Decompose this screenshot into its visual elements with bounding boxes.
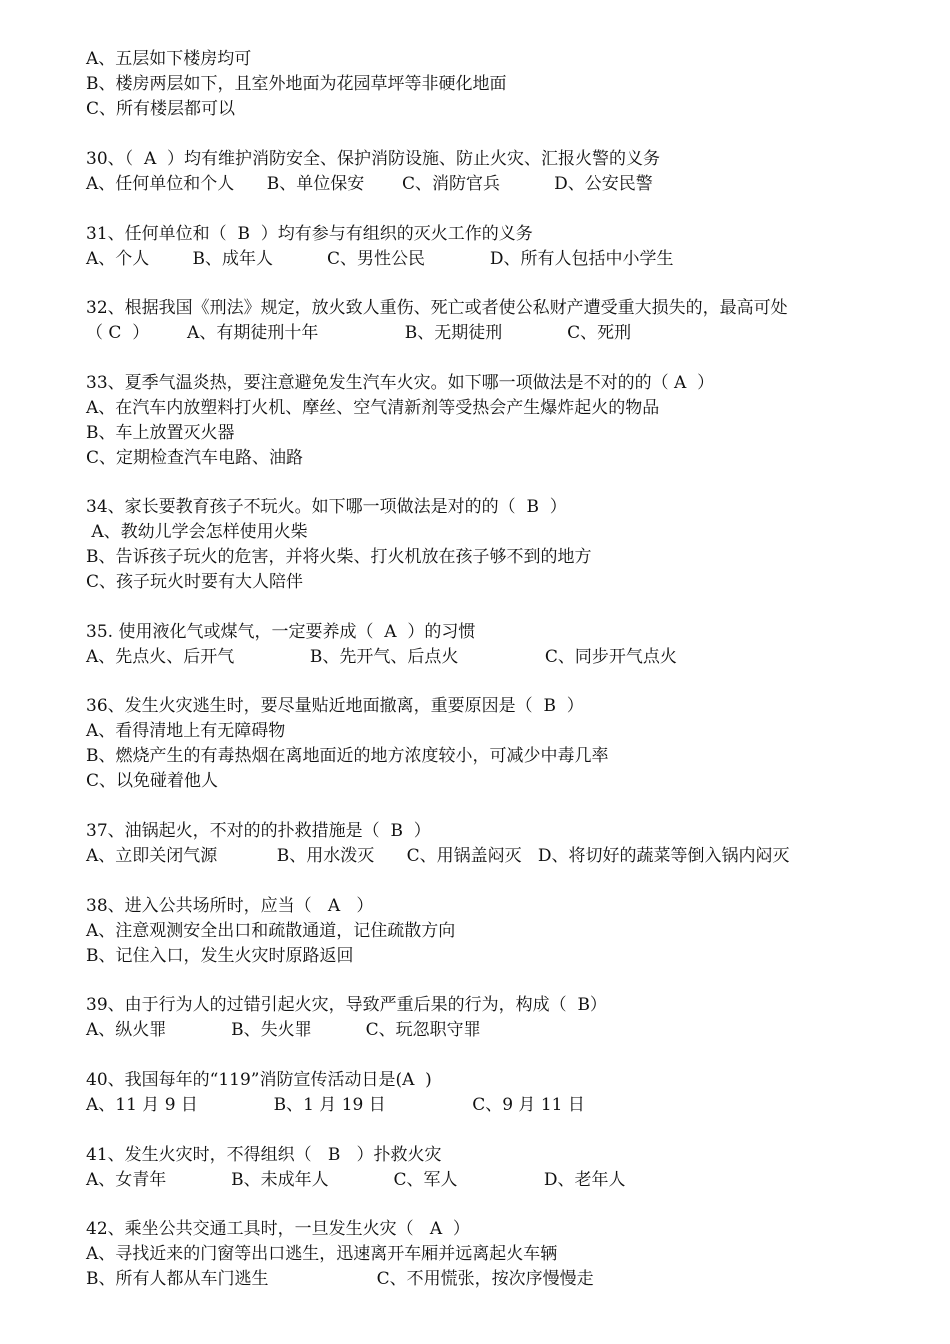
option-38-a: A、注意观测安全出口和疏散通道，记住疏散方向	[86, 921, 456, 941]
options-30: A、任何单位和个人 B、单位保安 C、消防官兵 D、公安民警	[86, 174, 653, 194]
options-35: A、先点火、后开气 B、先开气、后点火 C、同步开气点火	[86, 647, 677, 667]
options-39: A、纵火罪 B、失火罪 C、玩忽职守罪	[86, 1020, 481, 1040]
text-line: C、所有楼层都可以	[86, 99, 236, 119]
question-41: 41、发生火灾时，不得组织（ B ）扑救火灾	[86, 1145, 442, 1165]
option-33-c: C、定期检查汽车电路、油路	[86, 448, 304, 468]
text-line: A、五层如下楼房均可	[86, 49, 252, 69]
question-35: 35. 使用液化气或煤气，一定要养成（ A ）的习惯	[86, 622, 476, 642]
options-41: A、女青年 B、未成年人 C、军人 D、老年人	[86, 1170, 626, 1190]
option-36-b: B、燃烧产生的有毒热烟在离地面近的地方浓度较小，可减少中毒几率	[86, 746, 609, 766]
question-37: 37、油锅起火，不对的的扑救措施是（ B ）	[86, 821, 431, 841]
options-40: A、11 月 9 日 B、1 月 19 日 C、9 月 11 日	[86, 1095, 585, 1115]
question-39: 39、由于行为人的过错引起火灾，导致严重后果的行为，构成（ B）	[86, 995, 607, 1015]
option-36-c: C、以免碰着他人	[86, 771, 219, 791]
question-33: 33、夏季气温炎热，要注意避免发生汽车火灾。如下哪一项做法是不对的的（ A ）	[86, 373, 715, 393]
option-33-b: B、车上放置灭火器	[86, 423, 235, 443]
question-30: 30、（ A ）均有维护消防安全、保护消防设施、防止火灾、汇报火警的义务	[86, 149, 661, 169]
question-31: 31、任何单位和（ B ）均有参与有组织的灭火工作的义务	[86, 224, 533, 244]
option-38-b: B、记住入口，发生火灾时原路返回	[86, 946, 354, 966]
option-34-a: A、教幼儿学会怎样使用火柴	[86, 522, 308, 542]
question-34: 34、家长要教育孩子不玩火。如下哪一项做法是对的的（ B ）	[86, 497, 567, 517]
question-38: 38、进入公共场所时，应当（ A ）	[86, 896, 374, 916]
options-37: A、立即关闭气源 B、用水泼灭 C、用锅盖闷灭 D、将切好的蔬菜等倒入锅内闷灭	[86, 846, 790, 866]
question-36: 36、发生火灾逃生时，要尽量贴近地面撤离，重要原因是（ B ）	[86, 696, 584, 716]
option-34-b: B、告诉孩子玩火的危害，并将火柴、打火机放在孩子够不到的地方	[86, 547, 592, 567]
question-40: 40、我国每年的“119”消防宣传活动日是(A )	[86, 1070, 432, 1090]
option-34-c: C、孩子玩火时要有大人陪伴	[86, 572, 304, 592]
options-32: （ C ） A、有期徒刑十年 B、无期徒刑 C、死刑	[86, 323, 632, 343]
text-line: B、楼房两层如下，且室外地面为花园草坪等非硬化地面	[86, 74, 507, 94]
question-42: 42、乘坐公共交通工具时，一旦发生火灾（ A ）	[86, 1219, 470, 1239]
question-32: 32、根据我国《刑法》规定，放火致人重伤、死亡或者使公私财产遭受重大损失的，最高可处	[86, 298, 788, 318]
option-36-a: A、看得清地上有无障碍物	[86, 721, 286, 741]
options-42-bc: B、所有人都从车门逃生 C、不用慌张，按次序慢慢走	[86, 1269, 594, 1289]
options-31: A、个人 B、成年人 C、男性公民 D、所有人包括中小学生	[86, 249, 674, 269]
option-33-a: A、在汽车内放塑料打火机、摩丝、空气清新剂等受热会产生爆炸起火的物品	[86, 398, 660, 418]
option-42-a: A、寻找近来的门窗等出口逃生，迅速离开车厢并远离起火车辆	[86, 1244, 558, 1264]
